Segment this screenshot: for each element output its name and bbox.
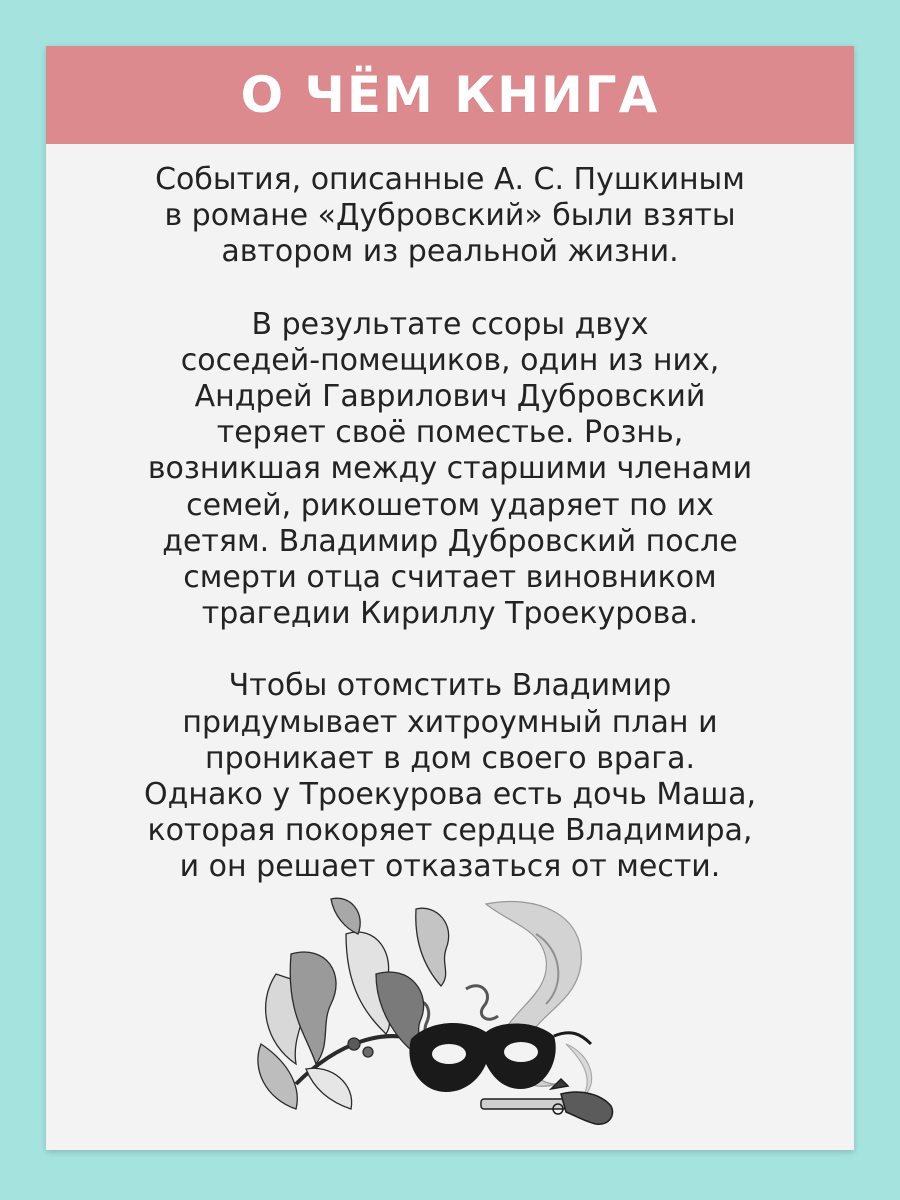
paragraph-2: В результате ссоры двух соседей-помещиков, один из них, Андрей Гаврилович Дубровский теряет своё поместье. Рознь, возникшая между старшими членами семей, рикошетом ударяет по их детям. Владимир Дубровский после смерти отца считает виновником трагедии Кириллу Троекурова. [147,306,753,632]
card-body [76,162,824,922]
card-title: О ЧЁМ КНИГА [240,66,660,124]
book-illustration [236,894,626,1134]
paragraph-1: События, описанные А. С. Пушкиным в романе «Дубровский» были взяты автором из реальной жизни. [155,162,745,270]
info-card [46,46,854,1150]
card-header [46,46,854,144]
paragraph-3: Чтобы отомстить Владимир придумывает хитроумный план и проникает в дом своего врага. Однако у Троекурова есть дочь Маша, которая покоряет сердце Владимира, и он решает отказаться от мести. [143,668,757,885]
